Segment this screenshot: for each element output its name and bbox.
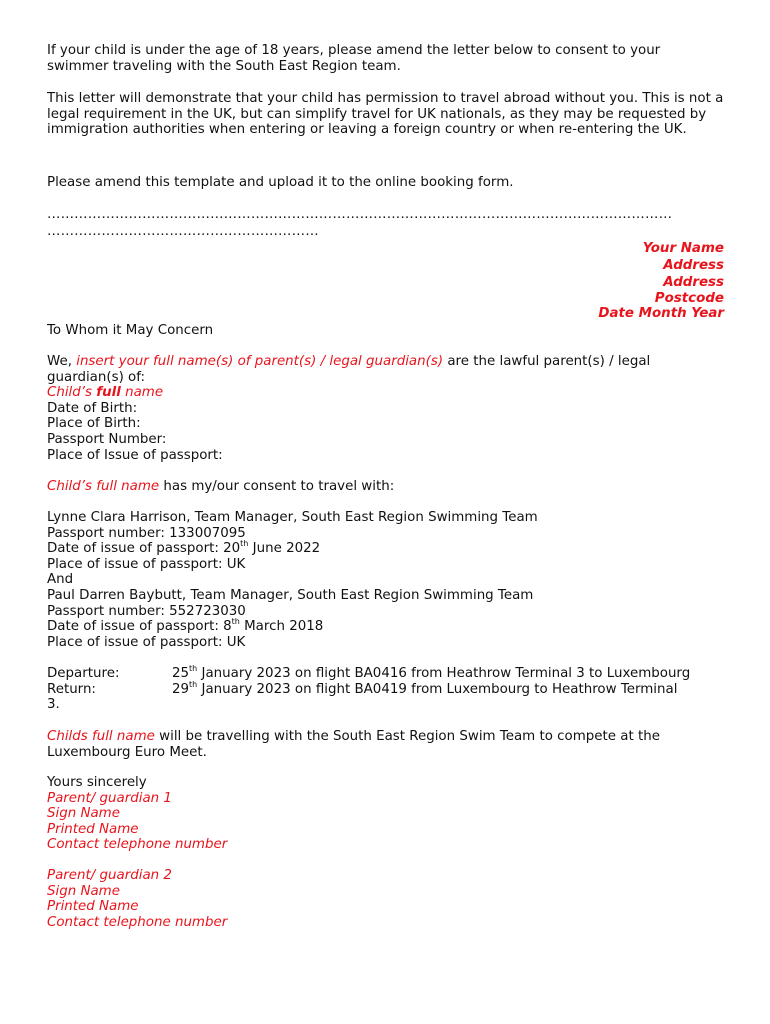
departure-sup: th (189, 664, 198, 673)
passport-number-label: Passport Number: (47, 431, 167, 447)
departure-row (47, 666, 724, 682)
manager-1-issue-post: June 2022 (248, 541, 321, 557)
guardian-1-label: Parent/ guardian 1 (47, 790, 172, 806)
manager-1-issue-sup: th (240, 539, 249, 549)
child-name-pre: Child’s (47, 385, 93, 401)
manager-1-passport: Passport number: 133007095 (47, 525, 246, 541)
intro-paragraph-3: Please amend this template and upload it to the online booking form. (47, 175, 514, 190)
departure-details (172, 666, 690, 682)
manager-2-passport: Passport number: 552723030 (47, 603, 246, 619)
guardian-1-sign: Sign Name (47, 806, 120, 822)
salutation: To Whom it May Concern (47, 323, 214, 338)
letter-date: Date Month Year (598, 306, 724, 321)
dotted-line-2: …………………………………………………… (47, 224, 319, 239)
return-sup: th (189, 679, 198, 689)
manager-2-issue-pre: Date of issue of passport: 8 (47, 619, 232, 635)
signature-block-2 (47, 868, 724, 930)
sender-address-block (424, 240, 724, 321)
manager-2-issue-sup: th (231, 617, 240, 627)
parent-declaration-rest: are the lawful parent(s) / legal guardian(s) of: (47, 354, 651, 385)
child-name-bold: full (96, 385, 121, 401)
intro-paragraph-2: This letter will demonstrate that your child has permission to travel abroad without you. This is not a legal requirement in the UK, but can simplify travel for UK nationals, as they may be requested by immigration authorities when entering or leaving a foreign country or when re-entering the UK. (47, 91, 724, 138)
guardian-2-telephone: Contact telephone number (47, 914, 228, 930)
travel-child-placeholder: Childs full name (47, 729, 155, 744)
team-managers-block (47, 510, 724, 650)
guardian-2-label: Parent/ guardian 2 (47, 868, 172, 883)
return-row (47, 679, 724, 698)
consent-statement (47, 479, 394, 495)
parent-declaration-block (47, 354, 724, 463)
child-name-placeholder (47, 385, 724, 401)
travel-rest: will be travelling with the South East Region Swim Team to compete at the Luxembourg Euro Meet. (47, 729, 660, 760)
guardian-1-printed-name: Printed Name (47, 821, 139, 837)
sender-address-line-1: Address (663, 258, 724, 273)
consent-rest: has my/our consent to travel with: (163, 479, 395, 494)
guardian-2-sign: Sign Name (47, 883, 120, 899)
return-rest: January 2023 on flight BA0419 from Luxembourg to Heathrow Terminal (197, 681, 678, 697)
we-text: We, (47, 354, 72, 369)
signature-block-1 (47, 775, 724, 853)
guardian-2-printed-name: Printed Name (47, 899, 139, 915)
child-name-post: name (125, 385, 164, 401)
consent-child-placeholder: Child’s full name (47, 479, 160, 494)
parent-declaration (47, 354, 724, 385)
date-of-birth-label: Date of Birth: (47, 400, 138, 416)
return-day: 29 (172, 681, 190, 697)
return-details (172, 679, 678, 698)
manager-1-issue-place: Place of issue of passport: UK (47, 556, 246, 572)
return-label: Return: (47, 681, 96, 697)
sender-name: Your Name (642, 241, 724, 256)
departure-rest: January 2023 on flight BA0416 from Heathrow Terminal 3 to Luxembourg (197, 666, 691, 681)
travel-dates-block (47, 666, 724, 713)
place-of-birth-label: Place of Birth: (47, 416, 141, 432)
manager-1-issue-date (47, 541, 724, 557)
manager-1-name: Lynne Clara Harrison, Team Manager, South East Region Swimming Team (47, 510, 538, 525)
intro-paragraph-1: If your child is under the age of 18 years, please amend the letter below to consent to your swimmer traveling with the South East Region team. (47, 43, 661, 74)
manager-1-issue-pre: Date of issue of passport: 20 (47, 541, 241, 557)
departure-label: Departure: (47, 666, 120, 681)
and-text: And (47, 572, 74, 588)
closing: Yours sincerely (47, 775, 147, 790)
sender-address-line-2: Address (663, 275, 724, 290)
return-wrap: 3. (47, 697, 60, 713)
dotted-line-1: ………………………………………………………………………………………………………………………… (47, 207, 673, 222)
manager-2-name: Paul Darren Baybutt, Team Manager, South East Region Swimming Team (47, 587, 534, 603)
parent-name-placeholder: insert your full name(s) of parent(s) / legal guardian(s) (76, 354, 444, 369)
sender-postcode: Postcode (654, 291, 724, 306)
travel-statement (47, 729, 724, 760)
manager-2-issue-date (47, 619, 724, 635)
guardian-1-telephone: Contact telephone number (47, 837, 228, 853)
manager-2-issue-place: Place of issue of passport: UK (47, 634, 246, 650)
manager-2-issue-post: March 2018 (239, 619, 324, 635)
place-of-issue-label: Place of Issue of passport: (47, 447, 223, 463)
departure-day: 25 (172, 666, 190, 681)
